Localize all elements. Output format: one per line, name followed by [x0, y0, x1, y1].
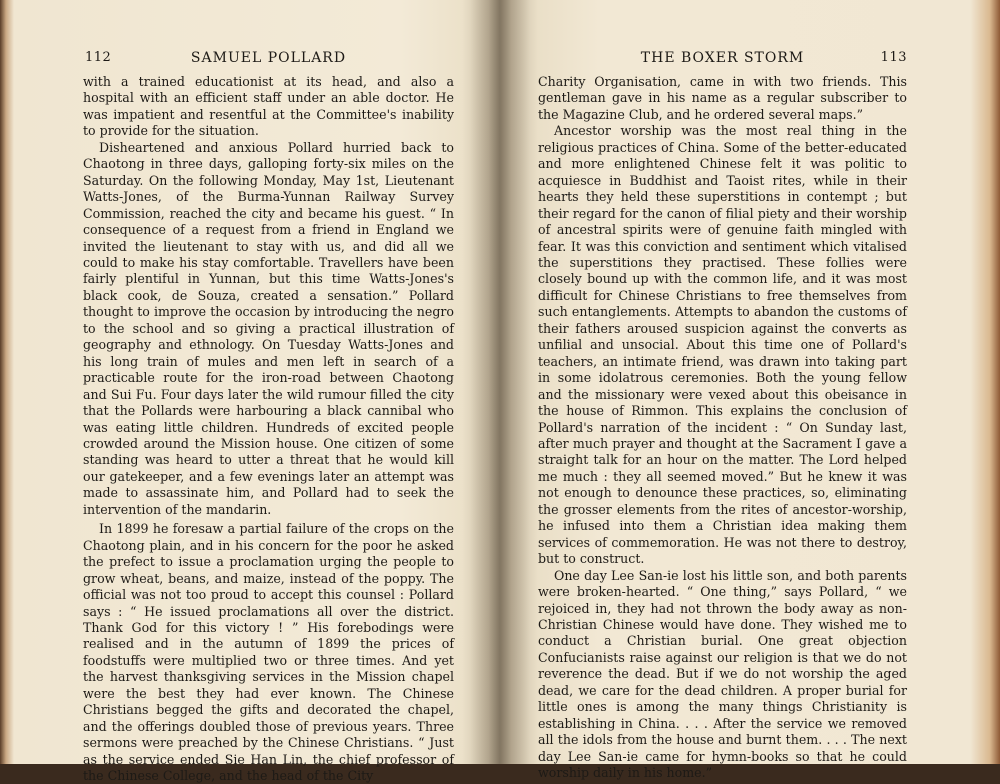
- right-page-body: [538, 74, 907, 781]
- right-page: [538, 0, 907, 781]
- right-page-number: 113: [880, 50, 907, 65]
- book-gutter: [462, 0, 538, 764]
- right-paragraph-1: Charity Organisation, came in with two friends. This gentleman gave in his name as a regular subscriber to the Magazine Club, and he ordered several maps.”: [538, 74, 907, 122]
- left-page-number: 112: [85, 50, 112, 65]
- left-page: [83, 0, 454, 784]
- right-running-head: [538, 50, 907, 70]
- left-paragraph-2: Disheartened and anxious Pollard hurried back to Chaotong in three days, galloping forty-six miles on the Saturday. On the following Monday, May 1st, Lieutenant Watts-Jones, of the Burma-Yunnan Railway Survey Commission, reached the city and became his guest. “ In consequence of a request from a friend in England we invited the lieutenant to stay with us, and did all we could to make his stay comfortable. Travellers have been fairly plentiful in Yunnan, but this time Watts-Jones's black cook, de Souza, created a sensation.” Pollard thought to improve the occasion by introducing the negro to the school and so giving a practical illustration of geography and ethnology. On Tuesday Watts-Jones and his long train of mules and men left in search of a practicable route for the iron-road between Chaotong and Sui Fu. Four days later the wild rumour filled the city that the Pollards were harbouring a black cannibal who was eating little children. Hundreds of excited people crowded around the Mission house. One citizen of some standing was heard to utter a threat that he would kill our gatekeeper, and a few evenings later an attempt was made to assassinate him, and Pollard had to seek the intervention of the mandarin.: [83, 139, 454, 517]
- left-running-title: SAMUEL POLLARD: [190, 50, 347, 66]
- left-paragraph-1: with a trained educationist at its head, and also a hospital with an efficient staff under an able doctor. He was impatient and resentful at the Committee's inability to provide for the situation.: [83, 74, 454, 139]
- left-paragraph-3: In 1899 he foresaw a partial failure of the crops on the Chaotong plain, and in his concern for the poor he asked the prefect to issue a proclamation urging the people to grow wheat, beans, and maize, instead of the poppy. The official was not too proud to accept this counsel : Pollard says : “ He issued proclamations all over the district. Thank God for this victory ! ” His forebodings were realised and in the autumn of 1899 the prices of foodstuffs were multiplied two or three times. And yet the harvest thanksgiving services in the Mission chapel were the best they had ever known. The Chinese Christians begged the gifts and decorated the chapel, and the offerings doubled those of previous years. Three sermons were preached by the Chinese Christians. “ Just as the service ended Sie Han Lin, the chief professor of the Chinese College, and the head of the City: [83, 521, 454, 784]
- left-page-body: [83, 74, 454, 784]
- right-paragraph-3: One day Lee San-ie lost his little son, and both parents were broken-hearted. “ One thing,” says Pollard, “ we rejoiced in, they had not thrown the body away as non-Christian Chinese would have done. They wished me to conduct a Christian burial. One great objection Confucianists raise against our religion is that we do not reverence the dead. But if we do not worship the aged dead, we care for the dead children. A proper burial for little ones is among the many things Christianity is establishing in China. . . . After the service we removed all the idols from the house and burnt them. . . . The next day Lee San-ie came for hymn-books so that he could worship daily in his home.”: [538, 567, 907, 781]
- right-paragraph-2: Ancestor worship was the most real thing in the religious practices of China. Some of the better-educated and more enlightened Chinese felt it was politic to acquiesce in Buddhist and Taoist rites, while in their hearts they held these superstitions in contempt ; but their regard for the canon of filial piety and their worship of ancestral spirits were of genuine faith mingled with fear. It was this conviction and sentiment which vitalised the superstitions they practised. These follies were closely bound up with the common life, and it was most difficult for Chinese Christians to free themselves from such entanglements. Attempts to abandon the customs of their fathers aroused suspicion against the converts as unfilial and unsocial. About this time one of Pollard's teachers, an intimate friend, was drawn into taking part in some idolatrous ceremonies. Both the young fellow and the missionary were vexed about this obeisance in the house of Rimmon. This explains the conclusion of Pollard's narration of the incident : “ On Sunday last, after much prayer and thought at the Sacrament I gave a straight talk for an hour on the matter. The Lord helped me much : they all seemed moved.” But he knew it was not enough to denounce these practices, so, eliminating the grosser elements from the rites of ancestor-worship, he infused into them a Christian idea making them services of commemoration. He was not there to destroy, but to construct.: [538, 123, 907, 567]
- left-running-head: [83, 50, 454, 70]
- right-running-title: THE BOXER STORM: [640, 50, 805, 66]
